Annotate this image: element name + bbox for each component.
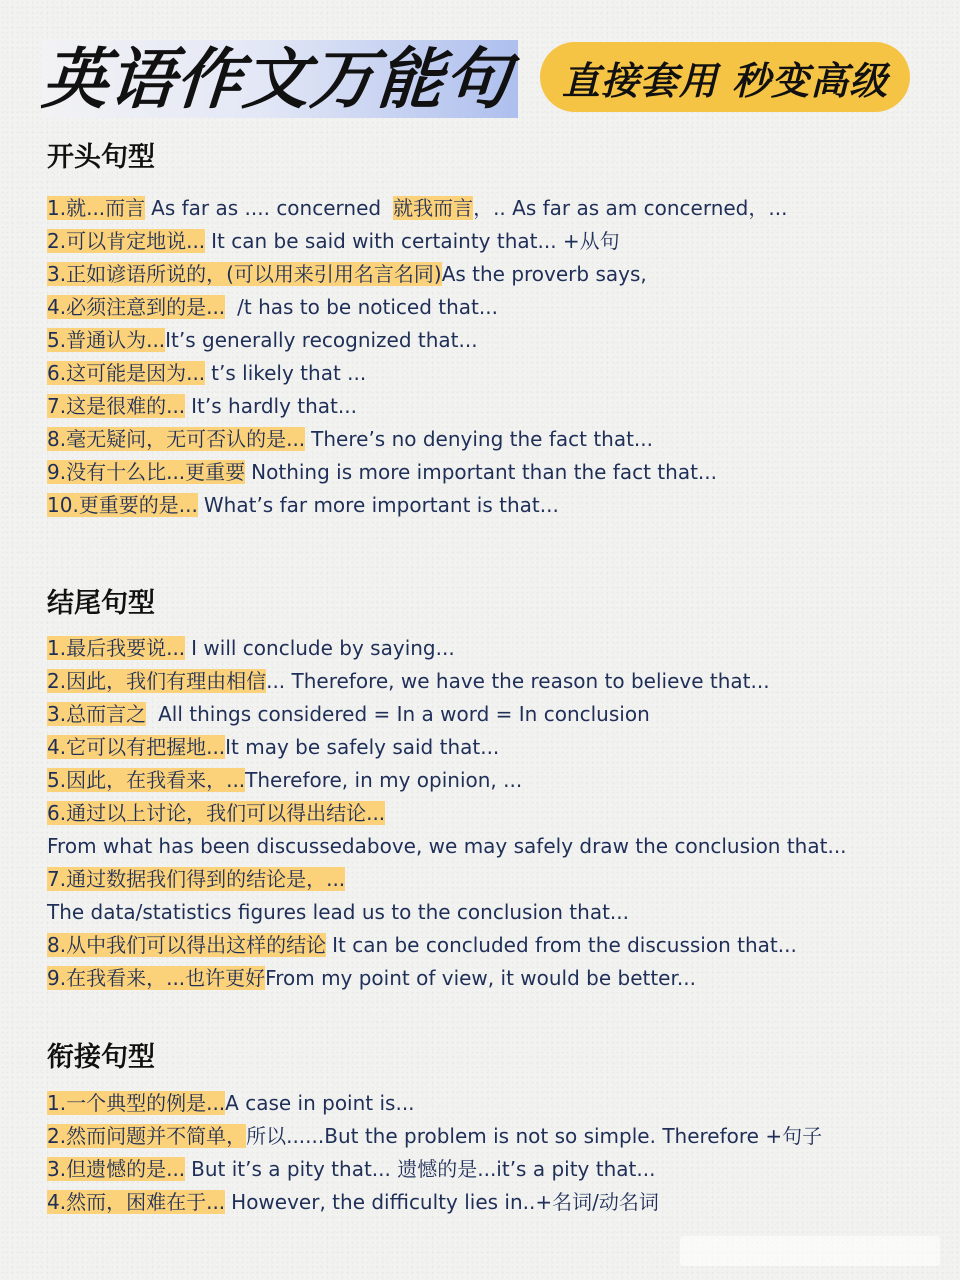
phrase-chinese: 5.因此，在我看来，... [47,768,246,792]
phrase-english: From what has been discussedabove, we may safely draw the conclusion that... [47,834,847,858]
phrase-english: As the proverb says, [441,262,647,286]
phrase-chinese: 5.普通认为... [47,328,166,352]
phrase-chinese: 1.最后我要说... [47,636,186,660]
phrase-line [47,767,522,794]
section-title-opening: 开头句型 [47,142,155,173]
phrase-line [47,228,620,255]
phrase-chinese: 7.这是很难的... [47,394,186,418]
phrase-line [47,327,478,354]
phrase-line [47,866,345,893]
phrase-english: I will conclude by saying... [191,636,455,660]
phrase-chinese: 3.正如谚语所说的，(可以用来引用名言名同) [47,262,442,286]
phrase-english: It’s hardly that... [191,394,357,418]
phrase-english-secondary: ，.. As far as am concerned，... [473,196,788,220]
phrase-english: From my point of view, it would be better... [265,966,696,990]
section-title-transition: 衔接句型 [47,1042,155,1073]
phrase-line [47,492,559,519]
phrase-chinese: 2.可以肯定地说... [47,229,206,253]
subtitle-badge [540,42,910,112]
phrase-english: /t has to be noticed that... [237,295,498,319]
page-title: 英语作文万能句 [39,40,514,118]
phrase-english: It can be concluded from the discussion that... [332,933,797,957]
phrase-chinese: 10.更重要的是... [47,493,198,517]
phrase-english: 所以......But the problem is not so simple. Therefore +句子 [246,1124,823,1148]
phrase-line [47,426,653,453]
phrase-chinese: 6.通过以上讨论，我们可以得出结论... [47,801,386,825]
phrase-line [47,1156,655,1183]
phrase-english: As far as .... concerned [151,196,382,220]
phrase-line [47,635,455,662]
phrase-line [47,932,797,959]
phrase-line [47,360,366,387]
phrase-line [47,833,847,860]
phrase-english: t’s likely that ... [211,361,367,385]
phrase-chinese: 4.必须注意到的是... [47,295,226,319]
phrase-line [47,1090,415,1117]
phrase-line [47,965,696,992]
phrase-chinese: 4.然而，困难在于... [47,1190,226,1214]
phrase-english: ... Therefore, we have the reason to believe that... [266,669,770,693]
main-title-banner [39,40,518,118]
phrase-chinese: 1.一个典型的例是... [47,1091,226,1115]
phrase-english: It can be said with certainty that... +从句 [211,229,620,253]
watermark-overlay [680,1236,940,1266]
section-title-closing: 结尾句型 [47,588,155,619]
phrase-line [47,195,787,222]
phrase-chinese: 6.这可能是因为... [47,361,206,385]
phrase-line [47,294,498,321]
phrase-english: However, the difficulty lies in..+名词/动名词 [231,1190,659,1214]
phrase-line [47,800,385,827]
phrase-line [47,261,647,288]
phrase-chinese: 2.因此，我们有理由相信 [47,669,267,693]
phrase-english: What’s far more important is that... [203,493,559,517]
phrase-english: A case in point is... [225,1091,415,1115]
phrase-chinese: 9.在我看来，...也许更好 [47,966,266,990]
phrase-line [47,1189,659,1216]
phrase-chinese: 4.它可以有把握地... [47,735,226,759]
phrase-chinese: 1.就...而言 [47,196,146,220]
phrase-chinese: 7.通过数据我们得到的结论是，... [47,867,346,891]
phrase-chinese: 3.但遗憾的是... [47,1157,186,1181]
phrase-line [47,734,499,761]
phrase-english: It may be safely said that... [225,735,500,759]
phrase-chinese: 9.没有十么比...更重要 [47,460,246,484]
phrase-english: All things considered = In a word = In conclusion [158,702,650,726]
phrase-chinese: 2.然而问题并不简单， [47,1124,247,1148]
phrase-chinese: 8.毫无疑问，无可否认的是... [47,427,306,451]
phrase-english: Nothing is more important than the fact that... [251,460,717,484]
phrase-chinese: 8.从中我们可以得出这样的结论 [47,933,327,957]
phrase-line [47,701,650,728]
phrase-chinese: 3.总而言之 [47,702,147,726]
phrase-line [47,899,629,926]
phrase-english: Therefore, in my opinion, ... [245,768,523,792]
phrase-line [47,668,770,695]
phrase-english: There’s no denying the fact that... [311,427,654,451]
phrase-line [47,1123,822,1150]
phrase-english: But it’s a pity that... 遗憾的是...it’s a pity that... [191,1157,656,1181]
phrase-line [47,393,357,420]
phrase-english: It’s generally recognized that... [165,328,478,352]
subtitle-badge-text: 直接套用 秒变高级 [561,57,889,103]
phrase-english: The data/statistics figures lead us to the conclusion that... [47,900,629,924]
phrase-chinese-secondary: 就我而言 [393,196,474,220]
phrase-line [47,459,717,486]
